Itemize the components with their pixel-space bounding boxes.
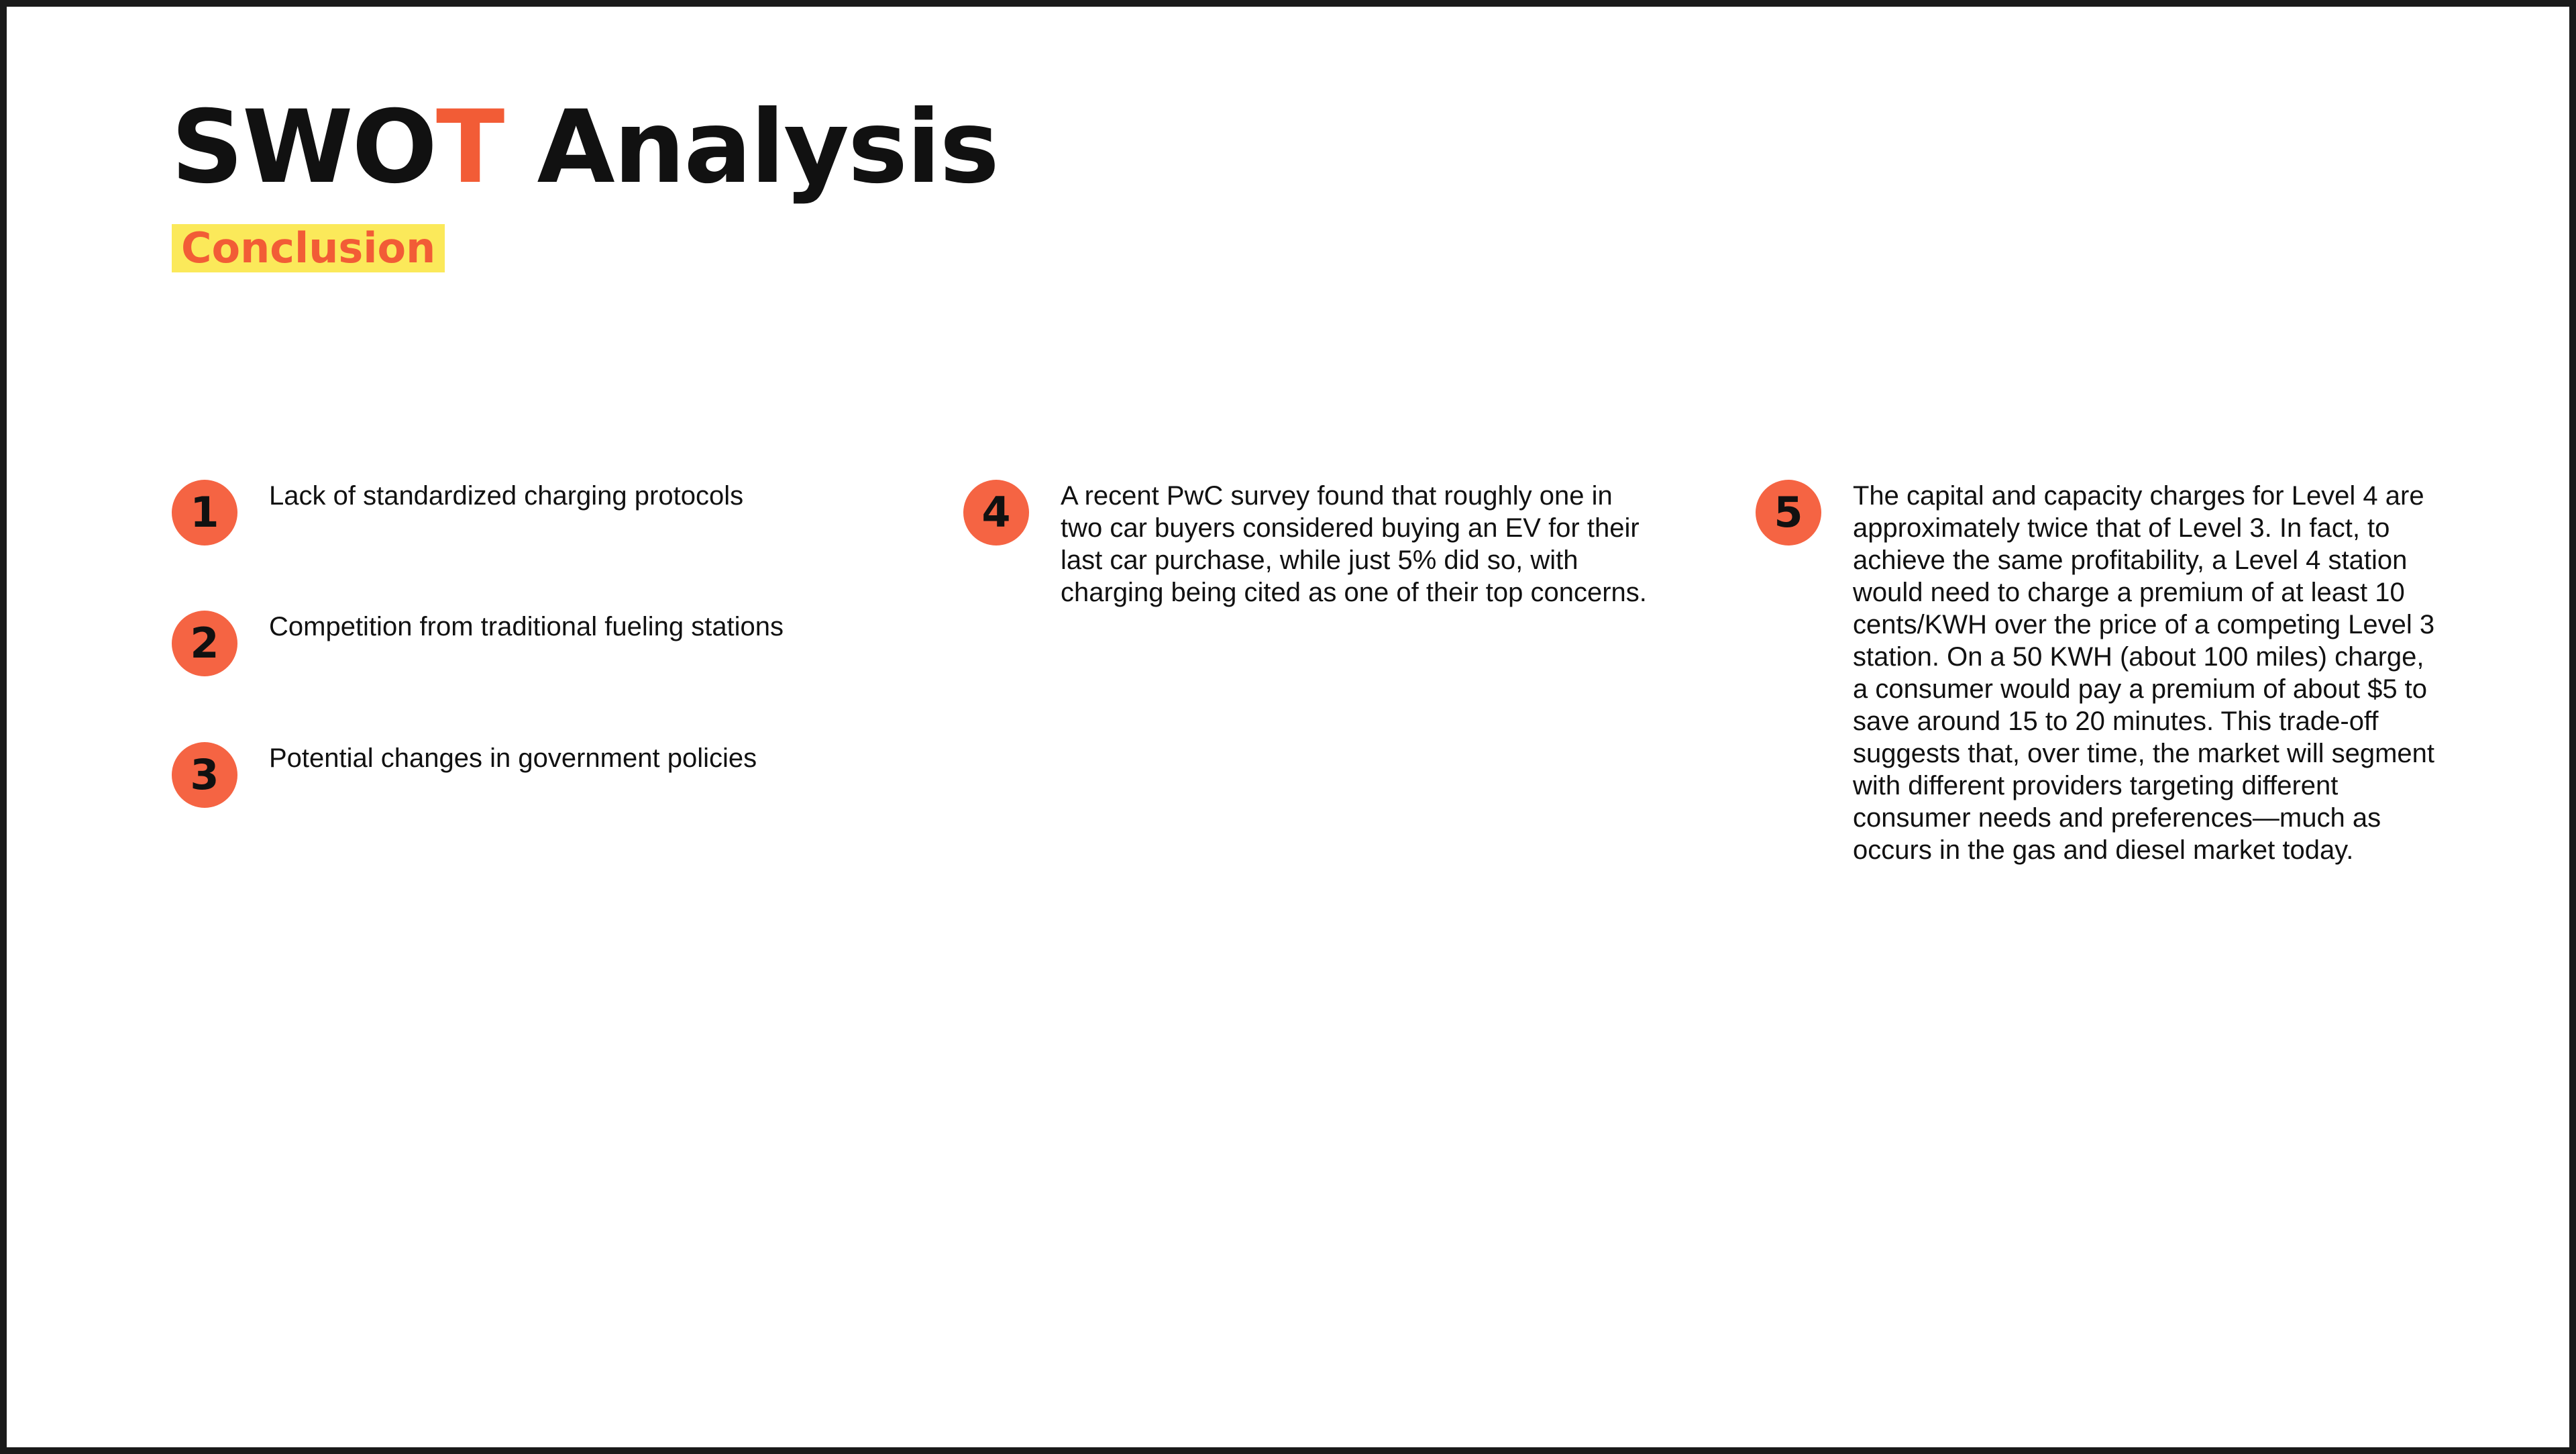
title-part-1: SWO [171, 89, 437, 206]
number-badge: 1 [172, 480, 237, 546]
item-text: A recent PwC survey found that roughly one in two car buyers considered buying an EV for their last car purchase, while just 5% did so, with charging being cited as one of their top concerns. [1061, 481, 1647, 607]
number-badge: 3 [172, 742, 237, 808]
item-text: Competition from traditional fueling stations [269, 612, 784, 641]
item-text: The capital and capacity charges for Level 4 are approximately twice that of Level 3. In fact, to achieve the same profitability, a Level 4 station would need to charge a premium of at least 10 cents/KWH over the price of a competing Level 3 station. On a 50 KWH (about 100 miles) charge, a consumer would pay a premium of about $5 to save around 15 to 20 minutes. This trade-off suggests that, over time, the market will segment with different providers targeting different consumer needs and preferences—much as occurs in the gas and diesel market today. [1853, 481, 2435, 865]
item-text: Lack of standardized charging protocols [269, 481, 744, 511]
title-part-2: Analysis [503, 89, 998, 206]
number-badge: 5 [1756, 480, 1821, 546]
subtitle-highlight: Conclusion [172, 224, 445, 272]
number-badge: 2 [172, 611, 237, 676]
number-badge: 4 [963, 480, 1029, 546]
title-accent-letter: T [436, 89, 504, 206]
page-title [171, 87, 998, 208]
item-text: Potential changes in government policies [269, 743, 757, 773]
